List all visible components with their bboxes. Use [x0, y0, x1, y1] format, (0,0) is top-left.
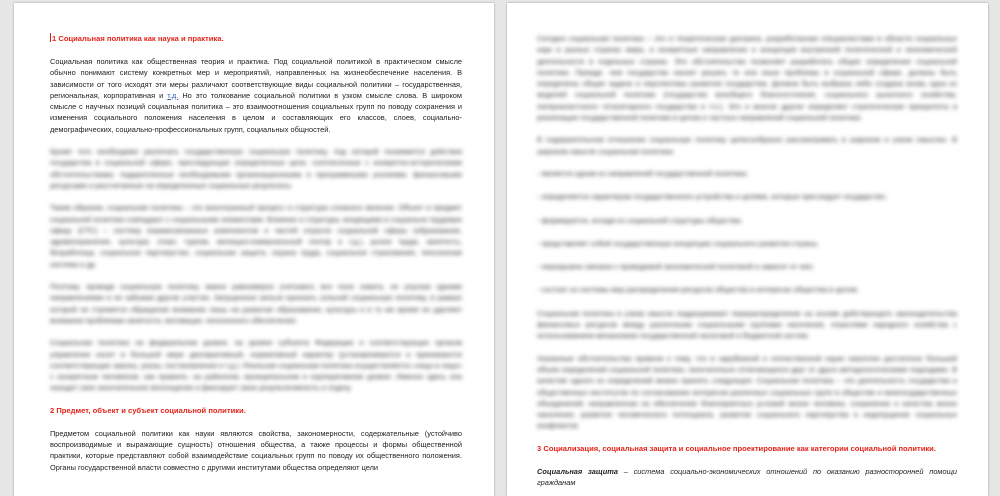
list-item: - состоит из системы мер распределения ресурсов общества в интересах общества в целом.: [537, 285, 859, 295]
page-content: [537, 33, 957, 496]
document-page-right[interactable]: [507, 3, 988, 496]
paragraph-text: Социальная политика как общественная теория и практика. Под социальной политикой в практическом смысле обычно понимают систему конкретных мер и мероприятий, направленных на жизнеобеспечение населения. В зависимости от того исходят эти меры различают соответствующие виды социальной политики – государственная, региональная, корпоративная и: [50, 57, 462, 100]
list-item: - определяется характером государственного устройства и целями, которые преследует государство;: [537, 192, 887, 202]
page-content: [50, 33, 462, 484]
term: Социальная защита: [537, 466, 618, 476]
section-heading-2: 2 Предмет, объект и субъект социальной политики.: [50, 405, 246, 415]
hyperlink[interactable]: т.д.: [167, 90, 179, 100]
paragraph-3: Таким образом, социальная политика – это многогранный процесс и структура сложного явления. Объект и предмет социальной политики совпадают с социальными элементами. Влияние и структура, входящими в социально-трудовую сферу (СТС) – систему взаимосвязанных компонентов и частей отрасли социальной сферы (образование, здравоохранение, культура, спорт, туризм, жилищно-коммунальный сектор и т.д.), рынок труда, занятость, безработица, социальное партнерство, социальная защита, охрана труда, социальное страхование, пенсионная система и др.: [50, 203, 462, 269]
paragraph-2: Кроме того необходимо различать государственную социальную политику, под которой понимается действия государства в социальной сфере, преследующие определенные цели, соотнесенные с конкретно-историческими обстоятельствами, подкрепленные необходимыми организационными и программными усилиями, финансовыми ресурсами и рассчитанные на определенные социальные результаты.: [50, 147, 462, 190]
heading-text: 1 Социальная политика как наука и практика.: [52, 34, 224, 43]
document-page-left[interactable]: [14, 3, 494, 496]
section-heading-3: 3 Социализация, социальная защита и социальное проектирование как категории социальной политики.: [537, 443, 936, 453]
paragraph-5: [537, 466, 957, 489]
list-item: - является одним из направлений государственной политики;: [537, 168, 748, 178]
paragraph-4: Указанные обстоятельства привели к тому, что в зарубежной и отечественной науке накоплен достаточно большой объем определений социальной политики, окончательно отличающихся друг от друга методологическими подходами. В качестве одного из определений можно принять следующее: Социальная политика – это деятельность государства и общественных институтов по согласованию интересов различных социальных групп в обществе и межгосударственных объединений, направленная на обеспечение благоприятных условий жизни человека, сохранение и качества жизни населения, развитие человеческого потенциала, развитие социального партнерства и недопущение социальных конфликтов.: [537, 353, 957, 431]
text-cursor: [50, 33, 51, 42]
list-item: - представляет собой государственную концепцию социального развития страны;: [537, 238, 819, 248]
section-heading-1: [50, 33, 462, 44]
paragraph-2: В содержательном отношении социальную политику целесообразно рассматривать в широком и узком смыслах. В широком смысле социальная политика:: [537, 135, 957, 156]
paragraph-5: Социальная политика на федеральном уровне, на уровне субъекта Федерации и соответствующих органов управления носит в большей мере декларативный, нормативный характер (устанавливаются и принимаются соответствующие законы, указы, постановления и т.д.). Реальная социальная политика осуществляется «лицо в лицо» с конкретным человеком, как правило, на районном, муниципальном и корпоративном уровне. Именно здесь она находит свое окончательное воплощение и фиксирует свою результативность и отдачу.: [50, 338, 462, 393]
paragraph-6: Предметом социальной политики как науки являются свойства, закономерности, содержательные (устойчиво воспроизводимые и выражающие сущность) отношения общества, а также процессы и формы общественной практики, которые представляют собой взаимодействие социальных групп по поводу их общественного положения. Органы государственной власти совместно с другими институтами общества определяют цели: [50, 428, 462, 472]
definition-text: – система социально-экономических отношений по оказанию разносторонней помощи гражданам: [537, 466, 958, 488]
list-item: - формируется, исходя из социальной структуры общества;: [537, 215, 743, 225]
paragraph-1: [50, 56, 462, 135]
paragraph-text: Но это толкование социальной политики в узком смысле слова. В широком смысле с научных позиций социальная политика – это взаимоотношения социальных групп по поводу сохранения и изменения социального положения населения в целом и составляющих его классов, слоев, социально-демографических, социально-профессиональных групп, социальных общностей.: [50, 90, 462, 134]
paragraph-1: Сегодня социальная политика – это и теоретическая доктрина, разработанная специалистами в области социальных наук в разных странах мира, и конкретные направления и концепция внутренней политической и экономической деятельности в отдельных странах. Это обстоятельство позволяет разработать общее определение социальной политики. Прежде, чем государство начнет решать те или иные проблемы в социальной сфере, должны быть определены общие задачи и перспективы развития государства. Должна быть выбрана либо создана вновь одна из моделей социальной политики (государство всеобщего благосостояния, социального рыночного хозяйства, патерналистского тоталитарного государства и т.п.). Это и многое другое определяет стратегические приоритеты в реализации государственной политики в целом и частных направлений социальной политики.: [537, 34, 957, 123]
list-item: - неразрывно связана с проводимой экономической политикой и зависит от нее;: [537, 262, 814, 272]
paragraph-4: Поэтому, проводя социальную политику, важно равномерно учитывать все поле охвата, не упуская одними направлениями и не забывая другие участки. Запущенное нельзя признать сильной социальную политику, в рамках которой не стремятся обращение внимание лишь на развитие образования, культуры и в то же время не уделяют внимания проблемам занятости, мотивации, пенсионного обеспечения.: [50, 282, 462, 325]
paragraph-3: Социальная политика в узком смысле подразумевает перераспределение на основе действующего законодательства финансовых ресурсов между различными социальными группами населения, отраслями народного хозяйства с использованием механизмов государственной налоговой и бюджетной систем.: [537, 308, 957, 341]
